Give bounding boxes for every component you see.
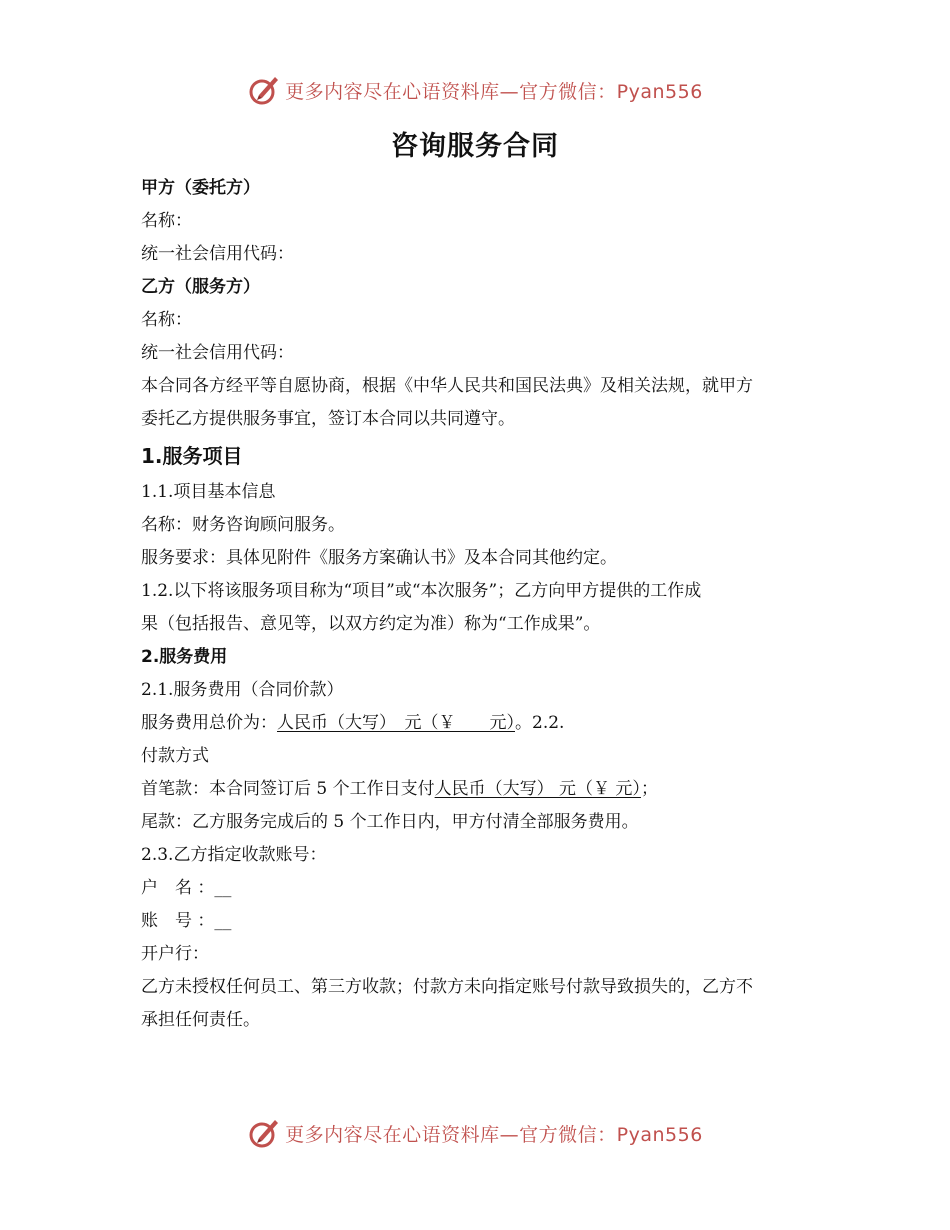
disclaimer-line-2: 承担任何责任。 (141, 1010, 260, 1030)
party-b-heading: 乙方（服务方） (141, 277, 260, 297)
section-1-2-line-2: 果（包括报告、意见等，以双方约定为准）称为“工作成果”。 (141, 614, 601, 634)
service-name: 名称：财务咨询顾问服务。 (141, 515, 345, 535)
bank-name: 开户行： (141, 944, 209, 964)
party-b-credit-code: 统一社会信用代码： (141, 343, 294, 363)
first-payment-line (141, 773, 821, 806)
fee-prefix: 服务费用总价为： (141, 713, 277, 733)
disclaimer-line-1: 乙方未授权任何员工、第三方收款；付款方未向指定账号付款导致损失的，乙方不 (141, 977, 753, 997)
section-1-heading: 1.服务项目 (141, 444, 243, 468)
service-requirement: 服务要求：具体见附件《服务方案确认书》及本合同其他约定。 (141, 548, 617, 568)
pen-logo-icon (247, 1116, 281, 1150)
party-a-heading: 甲方（委托方） (141, 178, 260, 198)
pen-logo-icon (247, 73, 281, 107)
banner-text: 更多内容尽在心语资料库—官方微信：Pyan556 (285, 1123, 703, 1146)
first-payment-prefix: 首笔款：本合同签订后 5 个工作日支付 (141, 779, 435, 799)
document-title: 咨询服务合同 (391, 131, 559, 162)
fee-total-line (141, 707, 821, 740)
party-a-name: 名称： (141, 211, 192, 231)
document-body (141, 172, 821, 1037)
fee-amount-field: 人民币（大写） 元（￥ 元） (277, 713, 515, 733)
section-2-1: 2.1.服务费用（合同价款） (141, 680, 344, 700)
intro-line-2: 委托乙方提供服务事宜，签订本合同以共同遵守。 (141, 409, 515, 429)
section-2-3: 2.3.乙方指定收款账号： (141, 845, 327, 865)
footer-watermark-banner (0, 1113, 950, 1153)
intro-line-1: 本合同各方经平等自愿协商，根据《中华人民共和国民法典》及相关法规，就甲方 (141, 376, 753, 396)
party-b-name: 名称： (141, 310, 192, 330)
section-2-heading: 2.服务费用 (141, 647, 228, 667)
final-payment: 尾款：乙方服务完成后的 5 个工作日内，甲方付清全部服务费用。 (141, 812, 639, 832)
account-number: 账 号 ：__ (141, 911, 232, 931)
first-payment-suffix: ； (640, 779, 658, 799)
party-a-credit-code: 统一社会信用代码： (141, 244, 294, 264)
banner-text: 更多内容尽在心语资料库—官方微信：Pyan556 (285, 80, 703, 103)
first-payment-amount-field: 人民币（大写） 元（￥ 元） (434, 779, 641, 799)
section-1-2-line-1: 1.2.以下将该服务项目称为“项目”或“本次服务”；乙方向甲方提供的工作成 (141, 581, 702, 601)
account-holder: 户 名 ：__ (141, 878, 232, 898)
header-watermark-banner (0, 70, 950, 110)
payment-method: 付款方式 (141, 746, 209, 766)
section-1-1: 1.1.项目基本信息 (141, 482, 276, 502)
fee-suffix: 。2.2. (515, 713, 565, 733)
